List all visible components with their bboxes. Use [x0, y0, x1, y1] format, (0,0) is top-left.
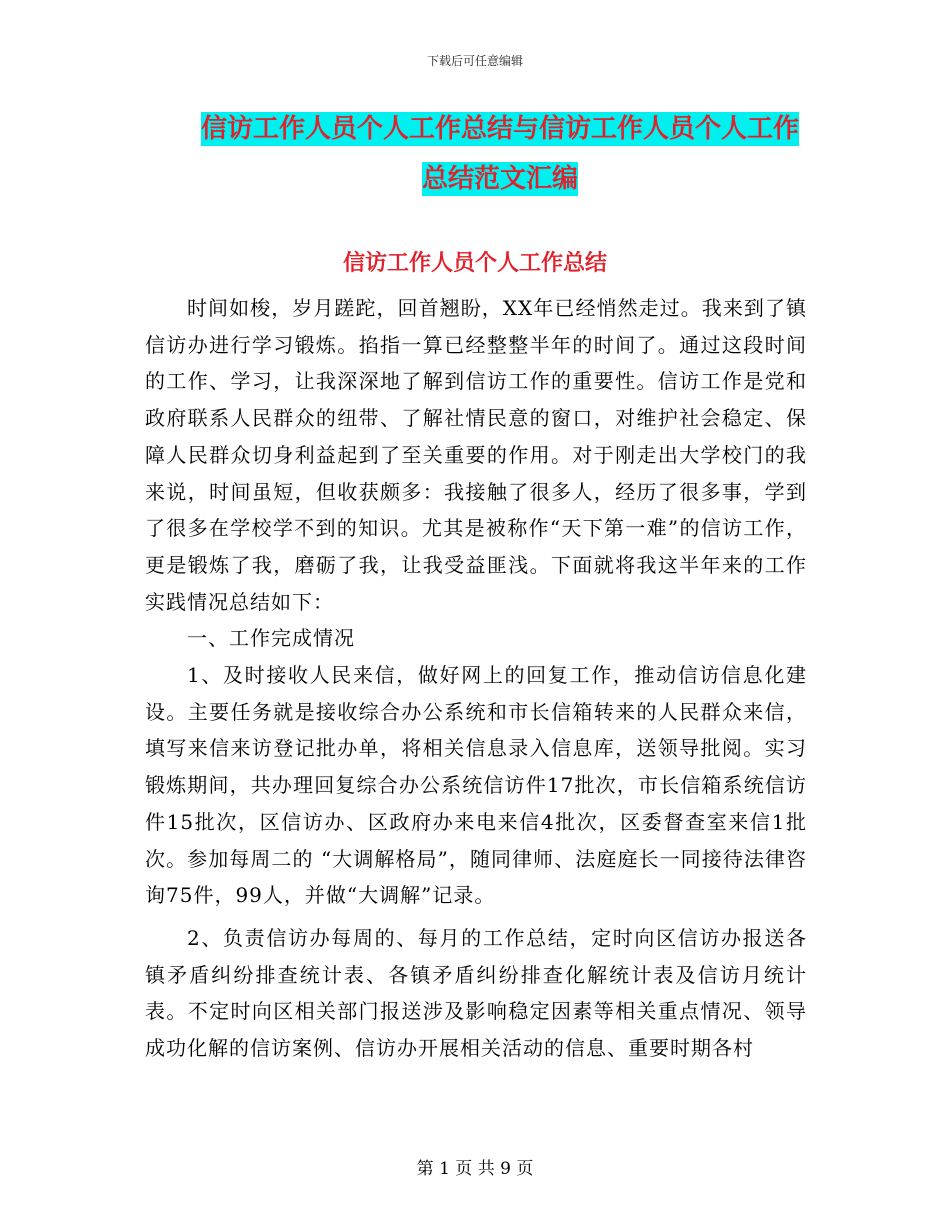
paragraph-intro: 时间如梭，岁月蹉跎，回首翘盼，XX年已经悄然走过。我来到了镇信访办进行学习锻炼。掐指一算已经整整半年的时间了。通过这段时间的工作、学习，让我深深地了解到信访工作的重要性。信访工作是党和政府联系人民群众的纽带、了解社情民意的窗口，对维护社会稳定、保障人民群众切身利益起到了至关重要的作用。对于刚走出大学校门的我来说，时间虽短，但收获颇多：我接触了很多人，经历了很多事，学到了很多在学校学不到的知识。尤其是被称作“天下第一难”的信访工作，更是锻炼了我，磨砺了我，让我受益匪浅。下面就将我这半年来的工作实践情况总结如下：	[145, 296, 807, 614]
page-number: 第 1 页 共 9 页	[416, 1159, 534, 1179]
paragraph-item-2: 2、负责信访办每周的、每月的工作总结，定时向区信访办报送各镇矛盾纠纷排查统计表、各镇矛盾纠纷排查化解统计表及信访月统计表。不定时向区相关部门报送涉及影响稳定因素等相关重点情况、领导成功化解的信访案例、信访办开展相关活动的信息、重要时期各村	[145, 925, 807, 1061]
title-line-1: 信访工作人员个人工作总结与信访工作人员个人工作	[200, 114, 799, 144]
paragraph-section-heading: 一、工作完成情况	[187, 626, 355, 651]
section-heading: 信访工作人员个人工作总结	[342, 250, 607, 276]
title-line-2: 总结范文汇编	[421, 164, 578, 194]
document-title	[140, 104, 860, 204]
document-body	[145, 290, 807, 1067]
paragraph-item-1: 1、及时接收人民来信，做好网上的回复工作，推动信访信息化建设。主要任务就是接收综合办公系统和市长信箱转来的人民群众来信，填写来信来访登记批办单，将相关信息录入信息库，送领导批阅。实习锻炼期间，共办理回复综合办公系统信访件17批次，市长信箱系统信访件15批次，区信访办、区政府办来电来信4批次，区委督查室来信1批次。参加每周二的 “大调解格局”，随同律师、法庭庭长一同接待法律咨询75件，99人，并做“大调解”记录。	[145, 663, 807, 908]
page-header-note: 下载后可任意编辑	[426, 54, 523, 68]
